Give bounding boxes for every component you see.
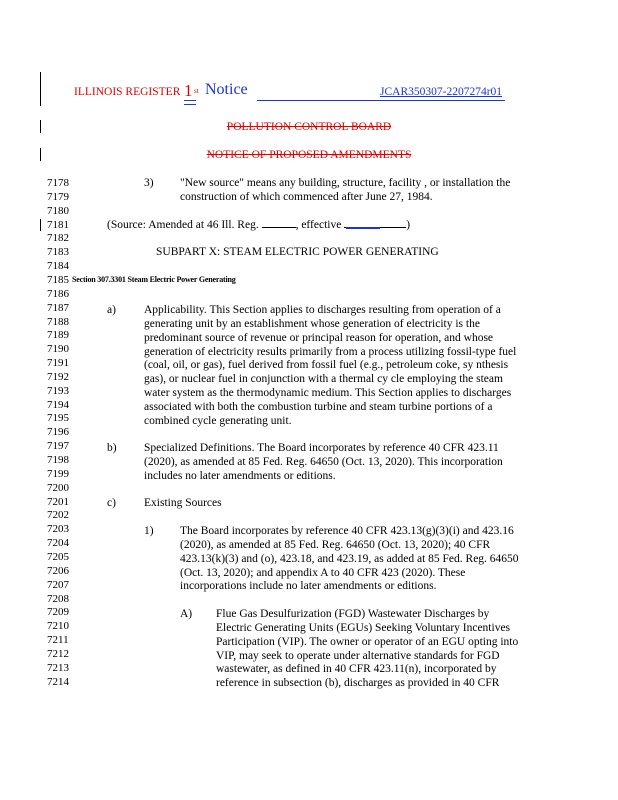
source-effective: , effective (295, 219, 342, 231)
line-number: 7203 (47, 523, 69, 536)
line-number: 7213 (47, 661, 69, 674)
register-header (74, 83, 524, 107)
line-number: 7192 (47, 370, 69, 383)
text-line: generating unit by an establishment whose generation of electricity is the (144, 317, 480, 330)
line-number: 7195 (47, 412, 69, 425)
line-number: 7181 (47, 218, 69, 231)
source-suffix: ) (406, 219, 411, 231)
text-line: Flue Gas Desulfurization (FGD) Wastewater Discharges by (216, 608, 490, 620)
notice-label: Notice (205, 81, 248, 98)
line-number: 7187 (47, 301, 69, 314)
line-number: 7179 (47, 190, 69, 203)
line-number: 7197 (47, 440, 69, 453)
line-number: 7194 (47, 398, 69, 411)
text-line: (2020), as amended at 85 Fed. Reg. 64650 (Oct. 13, 2020); 40 CFR (180, 538, 491, 551)
note-reference (184, 82, 198, 99)
text-line: gas), or nuclear fuel in conjunction with a thermal cy cle employing the steam (144, 373, 503, 386)
text-line: 423.13(k)(3) and (o), 423.18, and 423.19, as added at 85 Fed. Reg. 64650 (180, 552, 519, 565)
line-number: 7201 (47, 495, 69, 508)
line-number: 7208 (47, 592, 69, 605)
text-line: (Oct. 13, 2020); and appendix A to 40 CFR 423 (2020). These (180, 566, 466, 579)
line-number: 7193 (47, 384, 69, 397)
line-number: 7185 (47, 273, 69, 286)
para-label: a) (107, 304, 116, 316)
para-label: A) (180, 608, 193, 620)
line-number: 7180 (47, 204, 69, 217)
register-blank (262, 218, 296, 228)
item3-line: construction of which commenced after June 27, 1984. (180, 191, 433, 203)
line-number: 7202 (47, 509, 69, 522)
para-label: c) (107, 497, 116, 509)
line-number: 7183 (47, 246, 69, 259)
notice-title: NOTICE OF PROPOSED AMENDMENTS (206, 149, 412, 161)
text-line: Participation (VIP). The owner or operator of an EGU opting into (216, 635, 519, 648)
note-ref-number: 1 (184, 81, 193, 100)
line-number: 7190 (47, 343, 69, 356)
line-number: 7206 (47, 564, 69, 577)
text-line: includes no later amendments or editions. (144, 469, 336, 482)
line-number: 7205 (47, 550, 69, 563)
line-number: 7186 (47, 287, 69, 300)
revision-bar (40, 219, 41, 231)
source-prefix: (Source: Amended at 46 Ill. Reg. (107, 219, 259, 231)
text-line: reference in subsection (b), discharges as provided in 40 CFR (216, 677, 500, 690)
source-note (107, 218, 410, 233)
text-line: The Board incorporates by reference 40 CFR 423.13(g)(3)(i) and 423.16 (180, 525, 514, 537)
section-heading: Section 307.3301 Steam Electric Power Generating (72, 275, 236, 284)
text-line: incorporations include no later amendments or editions. (180, 580, 437, 593)
line-number: 7189 (47, 329, 69, 342)
text-line: Specialized Definitions. The Board incorporates by reference 40 CFR 423.11 (144, 442, 499, 454)
line-number: 7182 (47, 232, 69, 245)
line-number: 7196 (47, 426, 69, 439)
item-label: 3) (144, 177, 154, 189)
agency-title: POLLUTION CONTROL BOARD (226, 121, 392, 133)
text-line: (coal, oil, or gas), fuel derived from fossil fuel (e.g., petroleum coke, sy nthesis (144, 359, 509, 372)
para-c-heading: Existing Sources (144, 497, 222, 509)
line-number: 7198 (47, 454, 69, 466)
line-number: 7191 (47, 357, 69, 370)
line-number: 7214 (47, 675, 69, 688)
line-number: 7204 (47, 537, 69, 550)
para-label: b) (107, 442, 117, 454)
text-line: associated with both the combustion turbine and steam turbine portions of a (144, 400, 493, 413)
line-number: 7200 (47, 481, 69, 494)
effective-blank (344, 218, 406, 228)
line-number: 7209 (47, 606, 69, 619)
para-label: 1) (144, 525, 154, 537)
line-number: 7212 (47, 647, 69, 660)
text-line: water system as the thermodynamic medium. This Section applies to discharges (144, 387, 512, 400)
revision-bar (40, 72, 41, 106)
text-line: combined cycle generating unit. (144, 414, 292, 427)
line-number: 7188 (47, 315, 69, 328)
line-number: 7184 (47, 260, 69, 273)
text-line: (2020), as amended at 85 Fed. Reg. 64650 (Oct. 13, 2020). This incorporation (144, 455, 503, 468)
document-id: JCAR350307-2207274r01 (380, 86, 503, 98)
text-line: predominant source of revenue or principal reason for operation, and whose (144, 331, 494, 344)
line-number: 7178 (47, 177, 69, 189)
line-number: 7199 (47, 467, 69, 480)
text-line: generation of electricity results primarily from a process utilizing fossil-type fuel (144, 345, 517, 358)
line-number: 7207 (47, 578, 69, 591)
note-ref-superscript: st (194, 87, 199, 95)
item3-line: "New source" means any building, structure, facility , or installation the (180, 177, 511, 189)
text-line: wastewater, as defined in 40 CFR 423.11(n), incorporated by (216, 663, 497, 676)
text-line: Applicability. This Section applies to discharges resulting from operation of a (144, 304, 501, 316)
line-number: 7210 (47, 620, 69, 633)
text-line: VIP, may seek to operate under alternative standards for FGD (216, 649, 500, 662)
register-name: ILLINOIS REGISTER (74, 86, 181, 98)
line-number: 7211 (47, 634, 69, 647)
text-line: Electric Generating Units (EGUs) Seeking Voluntary Incentives (216, 621, 511, 634)
header-rule (257, 100, 505, 101)
subpart-heading: SUBPART X: STEAM ELECTRIC POWER GENERATING (156, 246, 439, 258)
